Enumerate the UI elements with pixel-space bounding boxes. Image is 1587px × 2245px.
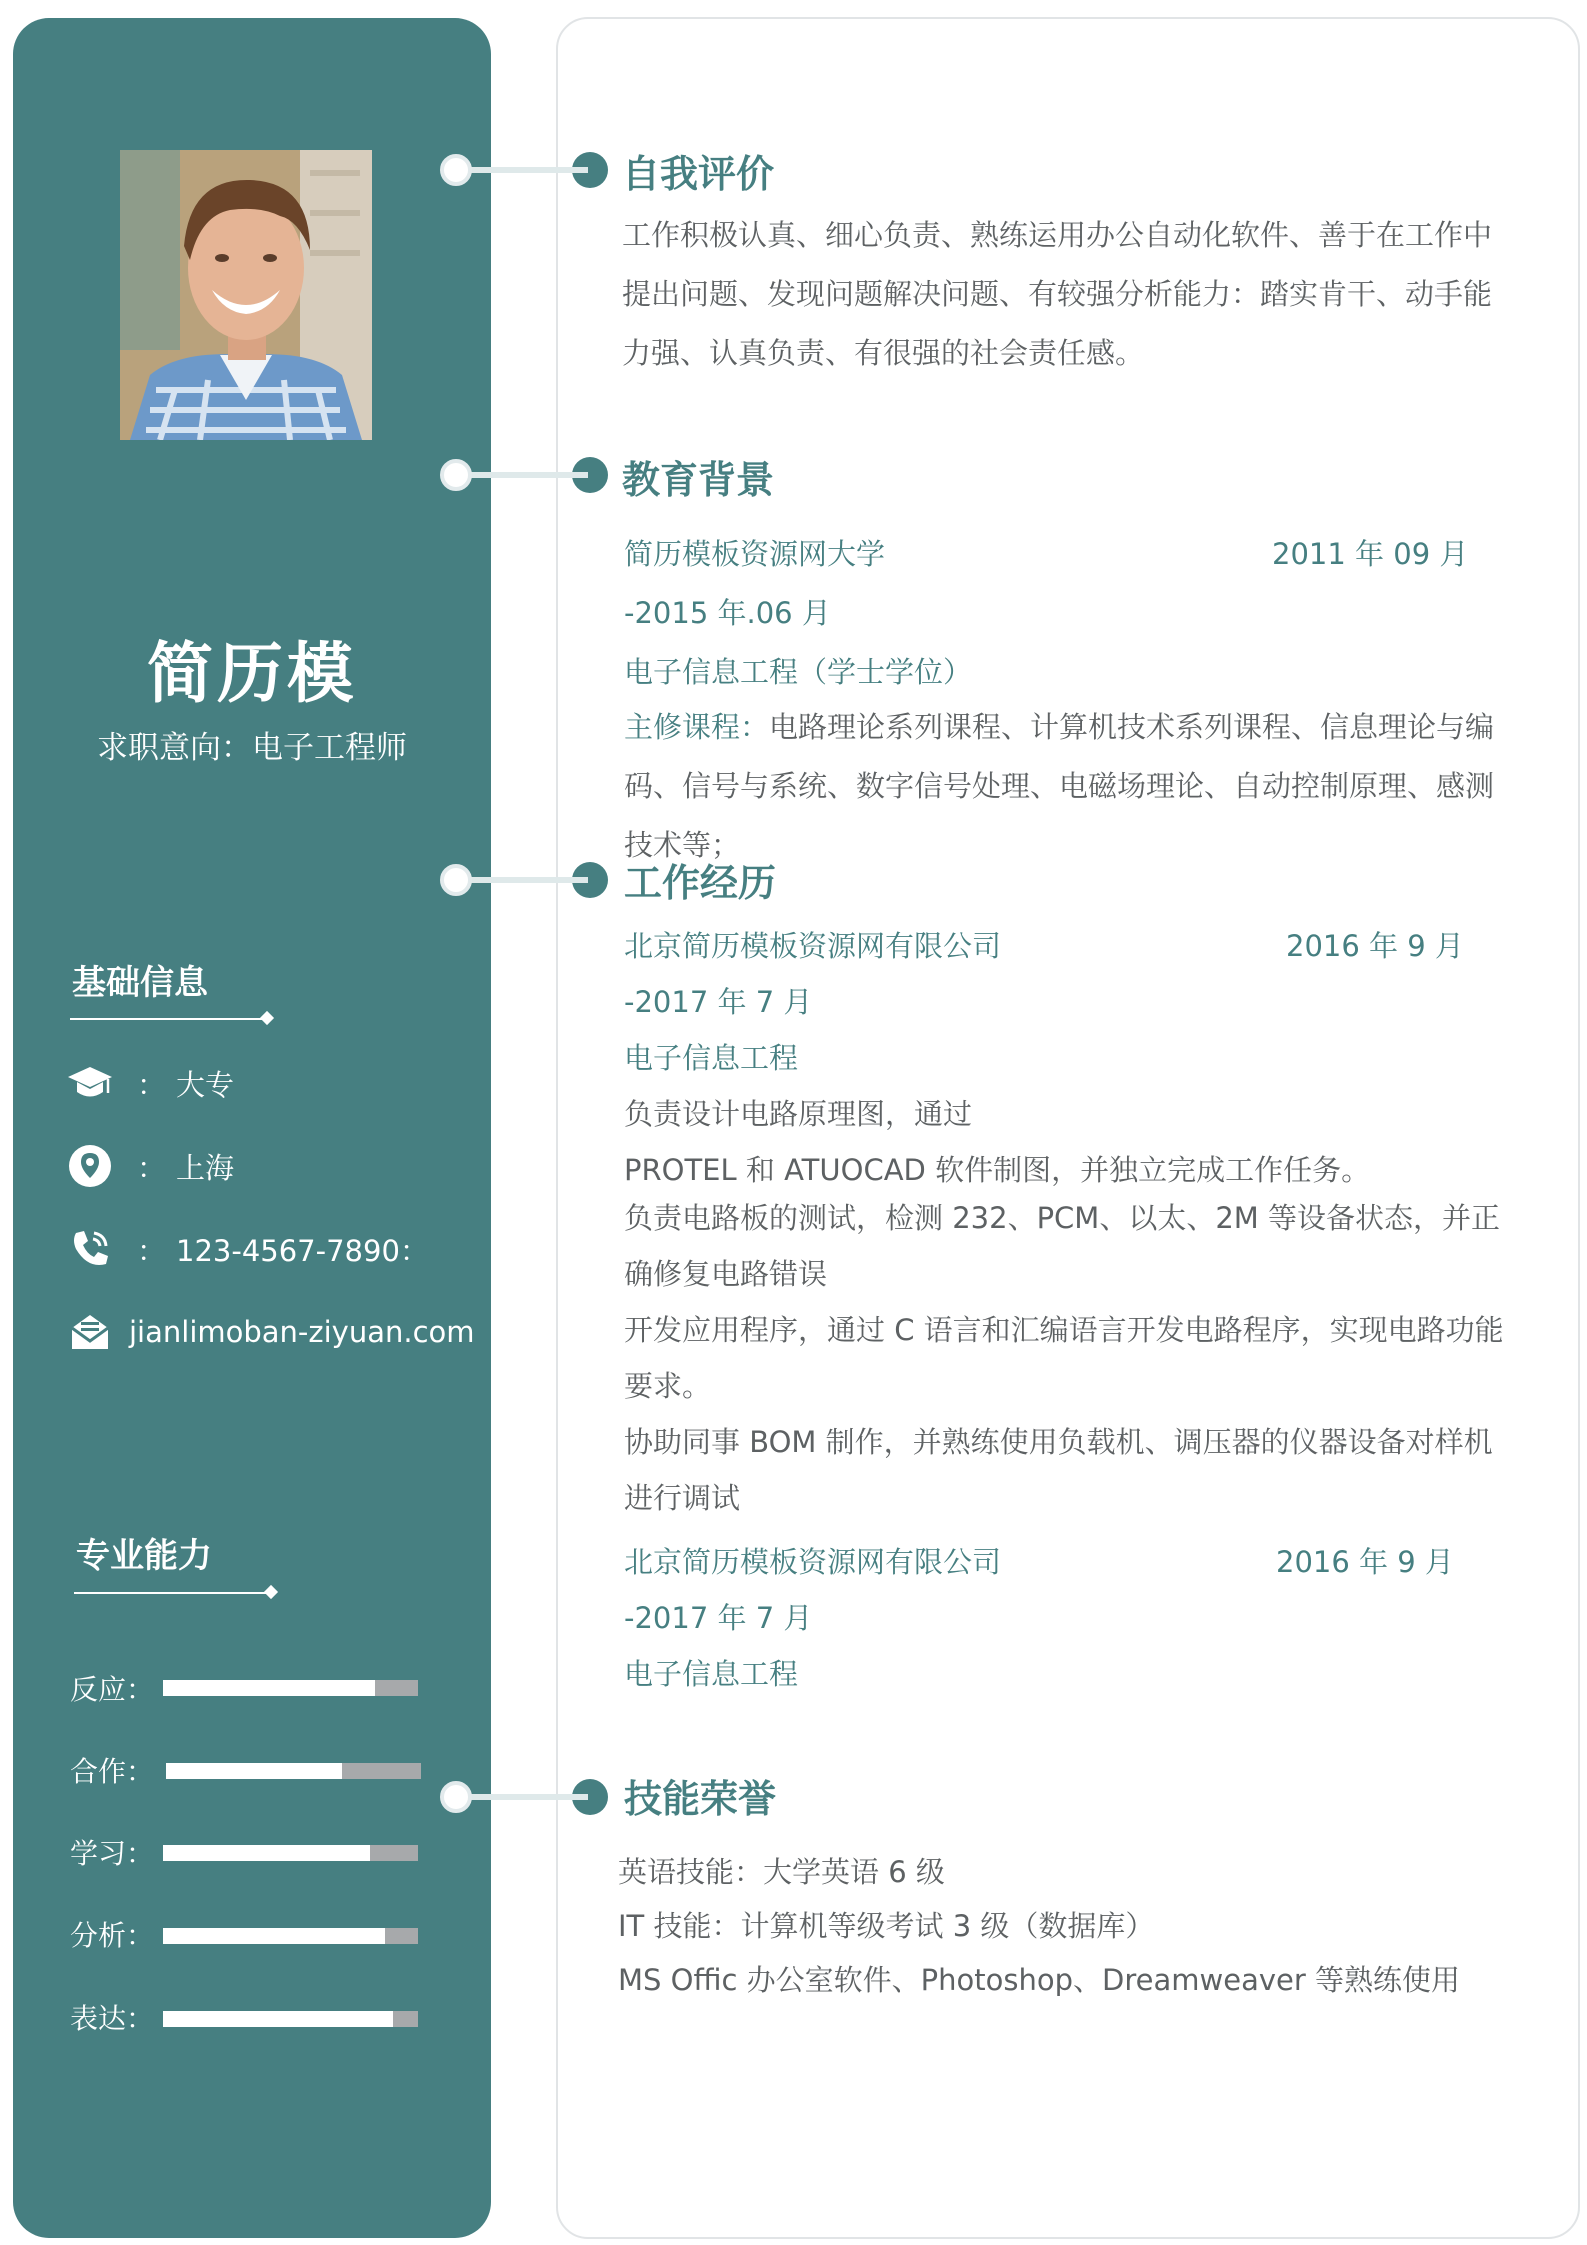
job-date-start: 2016 年 9 月 bbox=[1276, 1545, 1454, 1579]
education-school: 简历模板资源网大学 bbox=[624, 537, 886, 571]
self-eval-text: 工作积极认真、细心负责、熟练运用办公自动化软件、善于在工作中提出问题、发现问题解决问题、有较强分析能力：踏实肯干、动手能力强、认真负责、有很强的社会责任感。 bbox=[622, 218, 1493, 370]
skills-rule bbox=[74, 1592, 270, 1594]
skill-bar-fill bbox=[163, 2011, 393, 2027]
skill-label: 表达： bbox=[70, 2002, 155, 2035]
job-position: 电子信息工程 bbox=[624, 1041, 799, 1075]
skill-label: 分析： bbox=[70, 1919, 155, 1952]
job-duty: 开发应用程序，通过 C 语言和汇编语言开发电路程序，实现电路功能要求。 bbox=[624, 1313, 1504, 1403]
job-duty: 负责设计电路原理图，通过 bbox=[624, 1097, 973, 1131]
skill-bar-track bbox=[163, 1680, 418, 1696]
info-phone-colon: ： bbox=[137, 1233, 167, 1268]
skill-bar-track bbox=[166, 1763, 421, 1779]
education-courses bbox=[624, 698, 1512, 875]
courses-label: 主修课程： bbox=[624, 710, 770, 744]
profile-photo bbox=[120, 150, 372, 440]
info-location-colon: ： bbox=[137, 1150, 167, 1185]
skill-label: 反应： bbox=[70, 1673, 155, 1706]
skill-bar-track bbox=[163, 1845, 418, 1861]
job-duty: 负责电路板的测试，检测 232、PCM、以太、2M 等设备状态，并正确修复电路错误 bbox=[624, 1201, 1501, 1291]
job-duty: 协助同事 BOM 制作，并熟练使用负载机、调压器的仪器设备对样机进行调试 bbox=[624, 1425, 1493, 1515]
honor-item: IT 技能：计算机等级考试 3 级（数据库） bbox=[618, 1909, 1155, 1943]
work-title: 工作经历 bbox=[624, 861, 777, 905]
info-email bbox=[65, 1307, 475, 1357]
job-intent: 求职意向：电子工程师 bbox=[97, 730, 407, 766]
job-date-start: 2016 年 9 月 bbox=[1286, 929, 1464, 963]
skill-label: 学习： bbox=[70, 1837, 155, 1870]
graduation-cap-icon bbox=[65, 1058, 115, 1108]
job-company: 北京简历模板资源网有限公司 bbox=[624, 1545, 1002, 1579]
skill-bar-fill bbox=[166, 1763, 342, 1779]
skills-heading: 专业能力 bbox=[76, 1536, 212, 1576]
honors-title: 技能荣誉 bbox=[624, 1777, 777, 1821]
section-connector bbox=[440, 455, 608, 495]
job-date-end: -2017 年 7 月 bbox=[624, 1601, 813, 1635]
info-education-colon: ： bbox=[137, 1067, 167, 1102]
section-connector bbox=[440, 860, 608, 900]
location-pin-icon bbox=[65, 1141, 115, 1191]
education-title: 教育背景 bbox=[622, 458, 775, 502]
skill-label: 合作： bbox=[70, 1755, 155, 1788]
education-major: 电子信息工程（学士学位） bbox=[624, 655, 973, 689]
courses-text: 电路理论系列课程、计算机技术系列课程、信息理论与编码、信号与系统、数字信号处理、电磁场理论、自动控制原理、感测技术等； bbox=[624, 710, 1495, 862]
skill-cooperation bbox=[70, 1750, 162, 1790]
skill-expression bbox=[70, 1997, 162, 2037]
info-location bbox=[65, 1141, 234, 1191]
section-connector bbox=[440, 150, 608, 190]
info-location-value: 上海 bbox=[176, 1150, 235, 1185]
job-date-end: -2017 年 7 月 bbox=[624, 985, 813, 1019]
job-company: 北京简历模板资源网有限公司 bbox=[624, 929, 1002, 963]
self-eval-title: 自我评价 bbox=[622, 152, 775, 196]
section-connector bbox=[440, 1777, 608, 1817]
phone-icon bbox=[65, 1224, 115, 1274]
skill-bar-fill bbox=[163, 1928, 385, 1944]
skill-bar-fill bbox=[163, 1845, 370, 1861]
skill-reaction bbox=[70, 1668, 162, 1708]
info-education bbox=[65, 1058, 234, 1108]
skill-learning bbox=[70, 1832, 162, 1872]
skill-bar-fill bbox=[163, 1680, 375, 1696]
info-email-value: jianlimoban-ziyuan.com bbox=[129, 1315, 475, 1349]
info-phone-value: 123-4567-7890： bbox=[176, 1233, 429, 1268]
job-position: 电子信息工程 bbox=[624, 1657, 799, 1691]
honor-item: 英语技能：大学英语 6 级 bbox=[618, 1855, 945, 1889]
envelope-icon bbox=[65, 1307, 115, 1357]
info-education-value: 大专 bbox=[176, 1067, 235, 1102]
basic-info-heading: 基础信息 bbox=[72, 963, 208, 1003]
skill-bar-track bbox=[163, 2011, 418, 2027]
education-date-start: 2011 年 09 月 bbox=[1272, 537, 1469, 571]
honor-item: MS Offic 办公室软件、Photoshop、Dreamweaver 等熟练使用 bbox=[618, 1963, 1460, 1997]
candidate-name: 简历模 bbox=[147, 635, 357, 712]
info-phone bbox=[65, 1224, 429, 1274]
skill-analysis bbox=[70, 1914, 162, 1954]
education-date-end: -2015 年.06 月 bbox=[624, 596, 831, 630]
job-duty: PROTEL 和 ATUOCAD 软件制图，并独立完成工作任务。 bbox=[624, 1153, 1371, 1187]
skill-bar-track bbox=[163, 1928, 418, 1944]
basic-info-rule bbox=[70, 1018, 266, 1020]
